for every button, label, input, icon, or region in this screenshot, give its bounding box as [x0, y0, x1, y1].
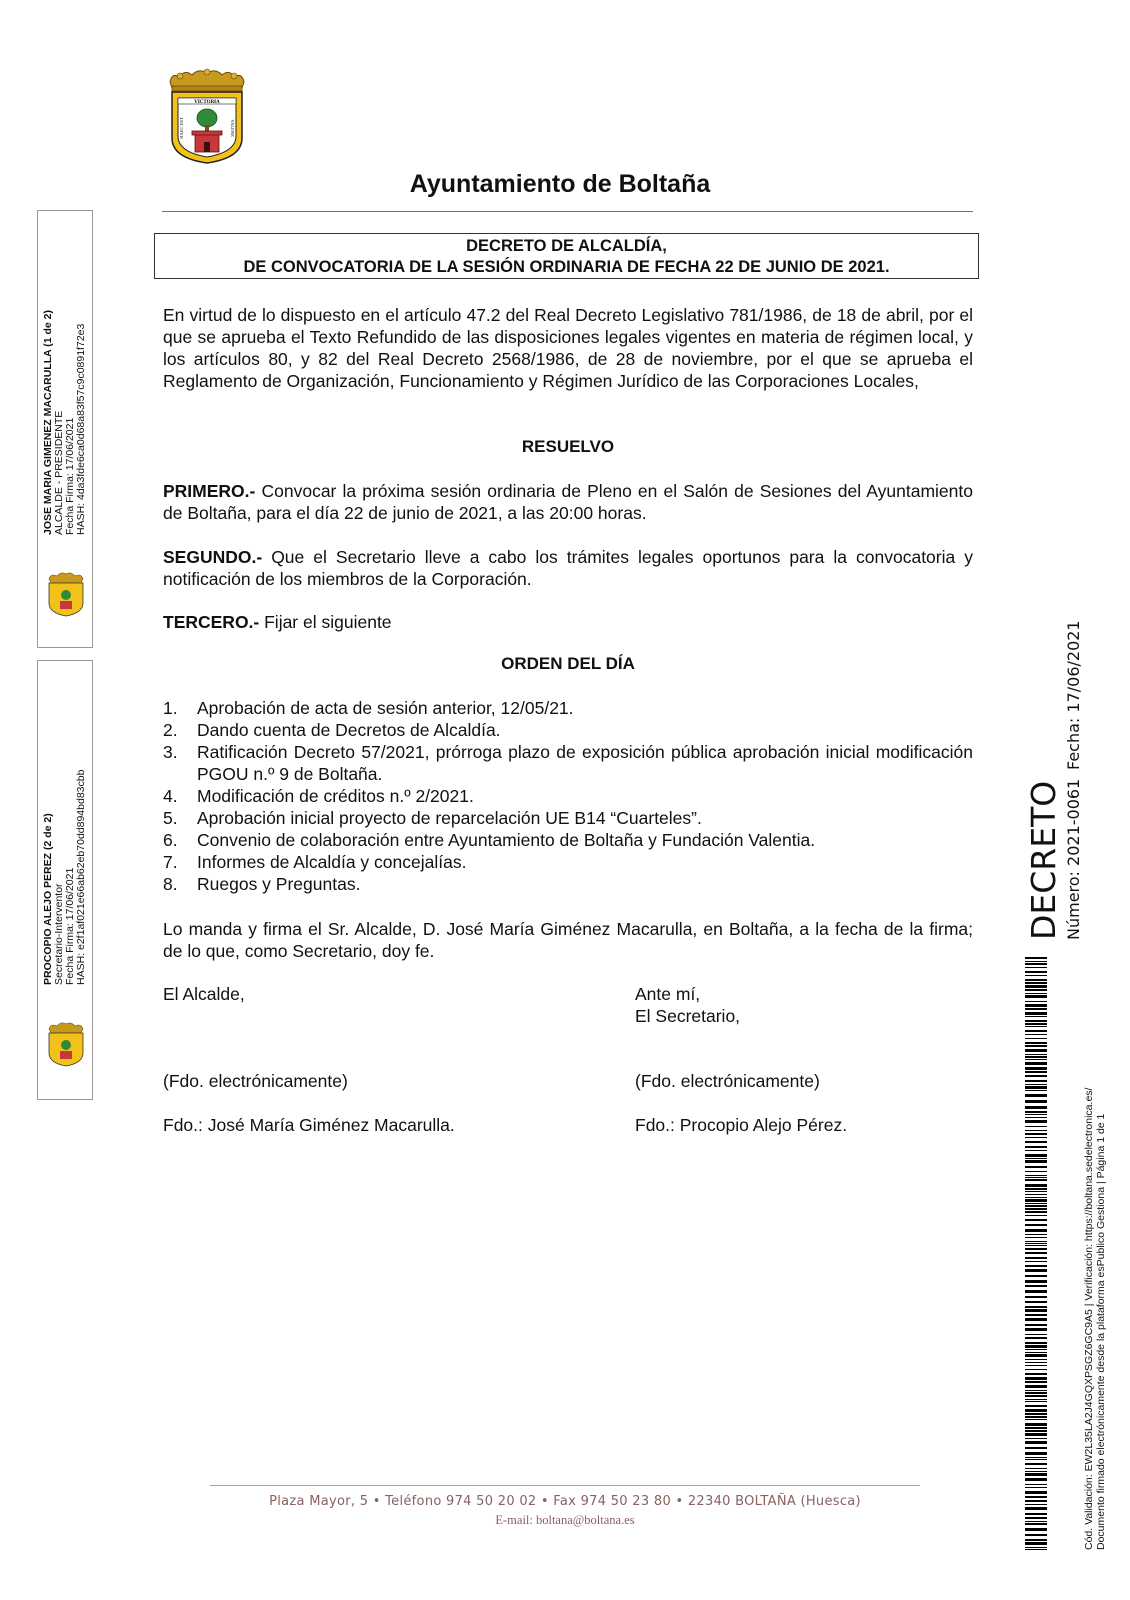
- barcode-bar: [1025, 1405, 1047, 1407]
- barcode-bar: [1025, 975, 1047, 976]
- barcode-bar: [1025, 1111, 1047, 1113]
- barcode-bar: [1025, 1491, 1047, 1494]
- primero-label: PRIMERO.-: [163, 481, 256, 501]
- barcode-bar: [1025, 1457, 1047, 1458]
- barcode-bar: [1025, 1171, 1047, 1172]
- alcalde-fdo-electronic: (Fdo. electrónicamente): [163, 1071, 348, 1091]
- list-item: [163, 697, 973, 719]
- barcode-bar: [1025, 1030, 1047, 1032]
- barcode-bar: [1025, 1392, 1047, 1394]
- secretario-signature-name: Fdo.: Procopio Alejo Pérez.: [635, 1115, 848, 1135]
- barcode-bar: [1025, 1478, 1047, 1481]
- barcode-bar: [1025, 1517, 1047, 1519]
- barcode-bar: [1025, 1126, 1047, 1127]
- barcode-bar: [1025, 1362, 1047, 1363]
- agenda-item-text: Ruegos y Preguntas.: [197, 874, 361, 894]
- barcode-bar: [1025, 1117, 1047, 1118]
- barcode-bar: [1025, 1423, 1047, 1426]
- barcode-bar: [1025, 1120, 1047, 1123]
- barcode-bar: [1025, 1154, 1047, 1157]
- barcode-bar: [1025, 1430, 1047, 1432]
- signer2-hash: HASH: e2f1af021e66ab62eb70dd894bd83cbb: [75, 769, 87, 985]
- list-item: [163, 873, 973, 895]
- barcode-bar: [1025, 1059, 1047, 1060]
- agenda-item-text: Modificación de créditos n.º 2/2021.: [197, 786, 474, 806]
- agenda-item-number: 1.: [163, 698, 178, 718]
- barcode-bar: [1025, 1054, 1047, 1055]
- barcode-bar: [1025, 1496, 1047, 1498]
- barcode-bar: [1025, 1179, 1047, 1181]
- barcode-bar: [1025, 1084, 1047, 1085]
- crest-left-text: HAEC EST: [179, 117, 184, 139]
- secretario-fdo-electronic: (Fdo. electrónicamente): [635, 1071, 820, 1091]
- barcode-bar: [1025, 1438, 1047, 1439]
- agenda-list: [163, 697, 973, 895]
- barcode-bar: [1025, 1199, 1047, 1202]
- barcode-bar: [1025, 995, 1047, 998]
- barcode-bar: [1025, 1205, 1047, 1207]
- signer2-text: [43, 770, 87, 985]
- barcode-bar: [1025, 1399, 1047, 1400]
- barcode-bar: [1025, 1056, 1047, 1058]
- barcode-bar: [1025, 1409, 1047, 1412]
- agenda-item-text: Aprobación inicial proyecto de reparcelación UE B14 “Cuarteles”.: [197, 808, 702, 828]
- barcode-bar: [1025, 1241, 1047, 1242]
- barcode-bar: [1025, 1075, 1047, 1077]
- barcode-bar: [1025, 963, 1047, 965]
- barcode-bar: [1025, 1023, 1047, 1025]
- agenda-item-number: 3.: [163, 742, 178, 762]
- barcode-bar: [1025, 989, 1047, 991]
- agenda-item-number: 5.: [163, 808, 178, 828]
- decreto-stamp-title: DECRETO: [1024, 780, 1063, 940]
- barcode-bar: [1025, 979, 1047, 981]
- list-item: [163, 851, 973, 873]
- barcode-bar: [1025, 1020, 1047, 1022]
- barcode-bar: [1025, 1252, 1047, 1254]
- barcode-bar: [1025, 1419, 1047, 1420]
- barcode-bar: [1025, 1100, 1047, 1103]
- signer2-date: Fecha Firma: 17/06/2021: [64, 867, 76, 985]
- barcode-bar: [1025, 1245, 1047, 1246]
- barcode-bar: [1025, 1354, 1047, 1357]
- barcode-bar: [1025, 1257, 1047, 1259]
- barcode-bar: [1025, 961, 1047, 962]
- signer-panel-2: [37, 660, 93, 1100]
- validation-line1: Cód. Validación: EW2L35LA2J4GQXPSGZ6GC9A5 | Verificación: https://boltana.sedelectronica.es/: [1083, 1087, 1095, 1550]
- barcode-bar: [1025, 1373, 1047, 1375]
- signer1-hash: HASH: 4da3fde6ca0d68a83f57c9c0891f72e3: [75, 323, 87, 535]
- barcode-bar: [1025, 1229, 1047, 1232]
- agenda-item-number: 7.: [163, 852, 178, 872]
- signer1-text: [43, 310, 87, 535]
- barcode-bar: [1025, 1528, 1047, 1531]
- barcode-bar: [1025, 1328, 1047, 1331]
- barcode-bar: [1025, 1175, 1047, 1176]
- agenda-item-number: 6.: [163, 830, 178, 850]
- barcode-bar: [1025, 1001, 1047, 1002]
- agenda-item-text: Convenio de colaboración entre Ayuntamiento de Boltaña y Fundación Valentia.: [197, 830, 816, 850]
- barcode-bar: [1025, 1441, 1047, 1444]
- signer2-name: PROCOPIO ALEJO PEREZ (2 de 2): [42, 813, 54, 985]
- barcode-bar: [1025, 1133, 1047, 1135]
- barcode-bar: [1025, 1184, 1047, 1187]
- signer-panel-1: [37, 210, 93, 648]
- barcode-bar: [1025, 1248, 1047, 1250]
- barcode-bar: [1025, 1324, 1047, 1326]
- barcode-bar: [1025, 1484, 1047, 1485]
- barcode-bar: [1025, 1314, 1047, 1316]
- barcode-bar: [1025, 1243, 1047, 1244]
- barcode-bar: [1025, 1318, 1047, 1321]
- agenda-item-text: Aprobación de acta de sesión anterior, 12/05/21.: [197, 698, 574, 718]
- barcode-bar: [1025, 1542, 1047, 1545]
- barcode-bar: [1025, 1114, 1047, 1115]
- barcode-bar: [1025, 967, 1047, 968]
- validation-text: [1083, 1088, 1107, 1550]
- barcode-bar: [1025, 1234, 1047, 1235]
- barcode-bar: [1025, 1385, 1047, 1388]
- barcode-bar: [1025, 1280, 1047, 1283]
- ante-mi-text: Ante mí,: [635, 984, 701, 1004]
- coat-of-arms-logo: [162, 68, 252, 164]
- barcode-bar: [1025, 1285, 1047, 1287]
- barcode-bar: [1025, 1004, 1047, 1007]
- signer1-date: Fecha Firma: 17/06/2021: [64, 417, 76, 535]
- barcode-bar: [1025, 1468, 1047, 1469]
- tercero-paragraph: [163, 611, 973, 633]
- segundo-label: SEGUNDO.-: [163, 547, 263, 567]
- closing-paragraph: Lo manda y firma el Sr. Alcalde, D. José María Giménez Macarulla, en Boltaña, a la fecha de la firma; de lo que, como Secretario, doy fe.: [163, 919, 973, 961]
- barcode-bar: [1025, 1197, 1047, 1198]
- barcode-bar: [1025, 1086, 1047, 1089]
- barcode-bar: [1025, 1265, 1047, 1267]
- barcode-bar: [1025, 1301, 1047, 1303]
- alcalde-role: El Alcalde,: [163, 984, 245, 1004]
- signer1-role: ALCALDE - PRESIDENTE: [53, 410, 65, 535]
- resuelvo-heading: RESUELVO: [521, 437, 615, 456]
- barcode-bar: [1025, 1194, 1047, 1195]
- barcode-bar: [1025, 1306, 1047, 1308]
- barcode-bar: [1025, 1507, 1047, 1510]
- crest-banner-text: VICTORIA: [194, 100, 220, 105]
- barcode-bar: [1025, 1045, 1047, 1047]
- barcode-bar: [1025, 1539, 1047, 1541]
- barcode-bar: [1025, 1427, 1047, 1429]
- decreto-number: Número: 2021-0061: [1064, 778, 1083, 940]
- barcode-bar: [1025, 1337, 1047, 1339]
- barcode-bar: [1025, 1146, 1047, 1148]
- barcode-bar: [1025, 1130, 1047, 1131]
- signer1-crest-icon: [43, 571, 89, 617]
- barcode-bar: [1025, 1008, 1047, 1010]
- list-item: [163, 785, 973, 807]
- barcode-bar: [1025, 1334, 1047, 1335]
- barcode-bar: [1025, 1534, 1047, 1536]
- primero-text: Convocar la próxima sesión ordinaria de Pleno en el Salón de Sesiones del Ayuntamiento de Boltaña, para el día 22 de junio de 2021, a las 20:00 horas.: [163, 481, 973, 523]
- barcode-bar: [1025, 1513, 1047, 1515]
- barcode-bar: [1025, 1150, 1047, 1151]
- barcode-bar: [1025, 1523, 1047, 1525]
- barcode-bar: [1025, 1224, 1047, 1226]
- footer-divider: [210, 1485, 920, 1486]
- barcode-bar: [1025, 1275, 1047, 1277]
- barcode-bar: [1025, 1026, 1047, 1027]
- barcode-bar: [1025, 1191, 1047, 1192]
- barcode-bar: [1025, 1141, 1047, 1143]
- footer-email: E-mail: boltana@boltana.es: [495, 1513, 635, 1527]
- barcode-bar: [1025, 1447, 1047, 1449]
- barcode-bar: [1025, 1471, 1047, 1472]
- barcode-bar: [1025, 1473, 1047, 1476]
- list-item: [163, 719, 973, 741]
- decree-heading-box: [154, 233, 979, 279]
- agenda-item-text: Informes de Alcaldía y concejalías.: [197, 852, 467, 872]
- alcalde-signature-name: Fdo.: José María Giménez Macarulla.: [163, 1115, 455, 1135]
- barcode-bar: [1025, 1342, 1047, 1344]
- barcode-bar: [1025, 1352, 1047, 1353]
- barcode-bar: [1025, 1504, 1047, 1505]
- crest-right-text: VALENS: [230, 119, 235, 137]
- decree-heading-line1: DECRETO DE ALCALDÍA,: [466, 237, 667, 255]
- barcode-bar: [1025, 957, 1047, 959]
- barcode-bar: [1025, 1208, 1047, 1210]
- barcode-bar: [1025, 1042, 1047, 1044]
- barcode-bar: [1025, 1038, 1047, 1039]
- barcode-bar: [1025, 1049, 1047, 1052]
- barcode-bar: [1025, 1090, 1047, 1091]
- signer2-crest-icon: [43, 1021, 89, 1067]
- barcode-bar: [1025, 1433, 1047, 1436]
- secretario-role: El Secretario,: [635, 1006, 741, 1026]
- agenda-item-number: 4.: [163, 786, 178, 806]
- barcode-bar: [1025, 1158, 1047, 1159]
- preamble-paragraph: En virtud de lo dispuesto en el artículo 47.2 del Real Decreto Legislativo 781/1986, de 18 de abril, por el que se aprueba el Texto Refundido de las disposiciones legales vigentes en materia de régimen local, y los artículos 80, y 82 del Real Decreto 2568/1986, de 28 de noviembre, por el que se aprueba el Reglamento de Organización, Funcionamiento y Régimen Jurídico de las Corporaciones Locales,: [163, 305, 973, 391]
- barcode-bar: [1025, 1309, 1047, 1312]
- barcode-bar: [1025, 1177, 1047, 1178]
- barcode-bar: [1025, 1188, 1047, 1190]
- barcode-bar: [1025, 1219, 1047, 1221]
- barcode-bar: [1025, 1487, 1047, 1488]
- validation-barcode: [1025, 957, 1047, 1552]
- footer-address: Plaza Mayor, 5 • Teléfono 974 50 20 02 • Fax 974 50 23 80 • 22340 BOLTAÑA (Huesca): [269, 1494, 861, 1509]
- list-item: [163, 741, 973, 785]
- orden-del-dia-heading: ORDEN DEL DÍA: [501, 654, 635, 673]
- agenda-item-text: Dando cuenta de Decretos de Alcaldía.: [197, 720, 501, 740]
- barcode-bar: [1025, 1166, 1047, 1168]
- barcode-bar: [1025, 1094, 1047, 1097]
- barcode-bar: [1025, 1034, 1047, 1035]
- barcode-bar: [1025, 1012, 1047, 1015]
- decree-heading-line2: DE CONVOCATORIA DE LA SESIÓN ORDINARIA DE FECHA 22 DE JUNIO DE 2021.: [243, 258, 890, 276]
- barcode-bar: [1025, 1452, 1047, 1455]
- tercero-text: Fijar el siguiente: [259, 612, 392, 632]
- barcode-bar: [1025, 1203, 1047, 1204]
- barcode-bar: [1025, 1080, 1047, 1082]
- barcode-bar: [1025, 1377, 1047, 1380]
- agenda-item-text: Ratificación Decreto 57/2021, prórroga plazo de exposición pública aprobación inicial modificación PGOU n.º 9 de Boltaña.: [197, 742, 973, 784]
- list-item: [163, 829, 973, 851]
- barcode-bar: [1025, 1269, 1047, 1272]
- barcode-bar: [1025, 1345, 1047, 1348]
- barcode-bar: [1025, 1261, 1047, 1262]
- decreto-date: Fecha: 17/06/2021: [1064, 620, 1083, 770]
- barcode-bar: [1025, 1160, 1047, 1163]
- segundo-text: Que el Secretario lleve a cabo los trámites legales oportunos para la convocatoria y notificación de los miembros de la Corporación.: [163, 547, 973, 589]
- barcode-bar: [1025, 1067, 1047, 1070]
- barcode-bar: [1025, 1062, 1047, 1065]
- barcode-bar: [1025, 971, 1047, 973]
- barcode-bar: [1025, 1369, 1047, 1370]
- barcode-bar: [1025, 1359, 1047, 1360]
- barcode-bar: [1025, 1137, 1047, 1138]
- signer2-role: Secretario-Interventor: [53, 883, 65, 985]
- validation-line2: Documento firmado electrónicamente desde la plataforma esPublico Gestiona | Página 1 de 1: [1095, 1113, 1107, 1550]
- agenda-item-number: 8.: [163, 874, 178, 894]
- barcode-bar: [1025, 985, 1047, 988]
- barcode-bar: [1025, 1296, 1047, 1298]
- barcode-bar: [1025, 1381, 1047, 1383]
- barcode-bar: [1025, 1349, 1047, 1350]
- barcode-bar: [1025, 1547, 1047, 1548]
- page-title: Ayuntamiento de Boltaña: [409, 170, 711, 198]
- signer1-name: JOSE MARIA GIMENEZ MACARULLA (1 de 2): [42, 310, 54, 535]
- barcode-bar: [1025, 1211, 1047, 1213]
- barcode-bar: [1025, 1237, 1047, 1238]
- segundo-paragraph: [163, 546, 973, 590]
- list-item: [163, 807, 973, 829]
- barcode-bar: [1025, 1290, 1047, 1293]
- barcode-bar: [1025, 1071, 1047, 1073]
- tercero-label: TERCERO.-: [163, 612, 260, 632]
- barcode-bar: [1025, 1459, 1047, 1460]
- barcode-bar: [1025, 1016, 1047, 1017]
- barcode-bar: [1025, 1413, 1047, 1415]
- secretario-role-block: [635, 983, 740, 1027]
- agenda-item-number: 2.: [163, 720, 178, 740]
- barcode-bar: [1025, 1463, 1047, 1465]
- title-divider: [162, 211, 973, 212]
- barcode-bar: [1025, 1390, 1047, 1391]
- barcode-bar: [1025, 982, 1047, 984]
- barcode-bar: [1025, 1521, 1047, 1522]
- barcode-bar: [1025, 1416, 1047, 1418]
- barcode-bar: [1025, 1106, 1047, 1109]
- barcode-bar: [1025, 1500, 1047, 1502]
- barcode-bar: [1025, 1549, 1047, 1550]
- barcode-bar: [1025, 1395, 1047, 1397]
- barcode-bar: [1025, 1365, 1047, 1366]
- barcode-bar: [1025, 1401, 1047, 1402]
- primero-paragraph: [163, 480, 973, 524]
- barcode-bar: [1025, 1215, 1047, 1216]
- barcode-bar: [1025, 993, 1047, 994]
